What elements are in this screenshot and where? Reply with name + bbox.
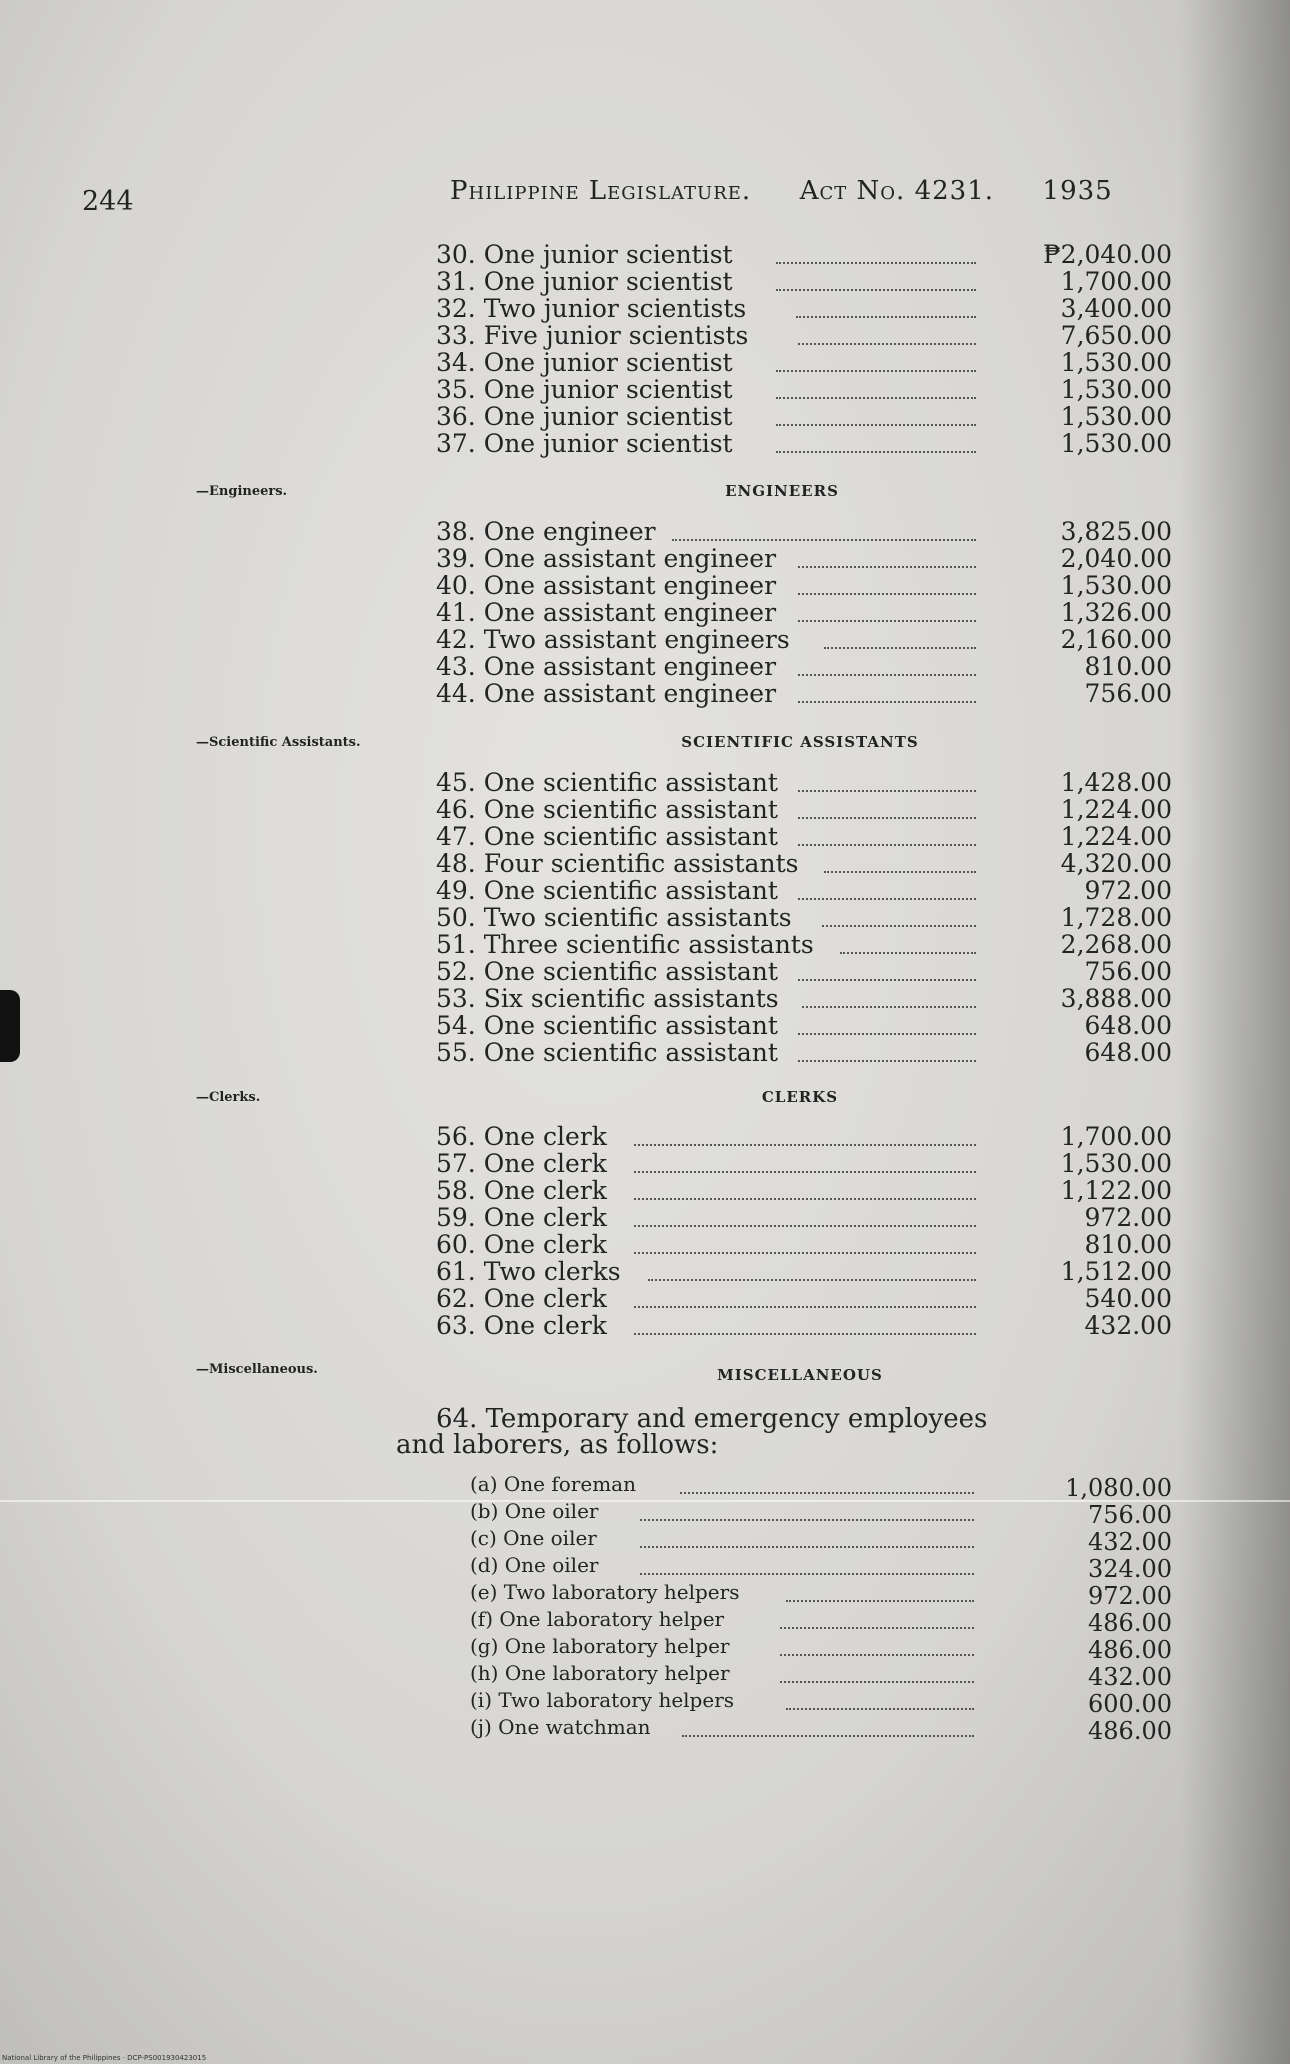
leader-dots [640, 1544, 974, 1548]
list-item [470, 1526, 1172, 1556]
intro-line-1: 64. Temporary and emergency employees [436, 1404, 988, 1434]
list-item [470, 1715, 1172, 1745]
list-item [470, 1580, 1172, 1610]
list-item [436, 768, 1172, 795]
page-number: 244 [82, 186, 134, 217]
item-amount: 1,512.00 [1060, 1257, 1172, 1286]
leader-dots [780, 1679, 974, 1683]
section-title-clerks: CLERKS [761, 1088, 839, 1106]
item-label: (c) One oiler [470, 1526, 597, 1550]
item-label: 49. One scientific assistant [436, 876, 778, 905]
list-item [436, 240, 1172, 267]
leader-dots [798, 815, 976, 819]
leader-dots [798, 842, 976, 846]
leader-dots [776, 422, 976, 426]
leader-dots [640, 1517, 974, 1521]
leader-dots [798, 977, 976, 981]
list-item [436, 1203, 1172, 1230]
item-amount: 756.00 [1084, 679, 1172, 708]
list-item [436, 679, 1172, 706]
list-item [436, 1038, 1172, 1065]
item-label: 42. Two assistant engineers [436, 625, 790, 654]
list-item [470, 1499, 1172, 1529]
item-amount: 756.00 [1088, 1501, 1172, 1529]
leader-dots [840, 950, 976, 954]
item-amount: 1,700.00 [1060, 267, 1172, 296]
item-amount: 1,530.00 [1060, 348, 1172, 377]
item-label: 32. Two junior scientists [436, 294, 747, 323]
leader-dots [798, 788, 976, 792]
list-item [436, 903, 1172, 930]
item-label: (e) Two laboratory helpers [470, 1580, 740, 1604]
leader-dots [776, 368, 976, 372]
item-amount: 1,530.00 [1060, 1149, 1172, 1178]
item-amount: 1,530.00 [1060, 375, 1172, 404]
leader-dots [824, 869, 976, 873]
list-item [436, 348, 1172, 375]
item-amount: 1,428.00 [1060, 768, 1172, 797]
list-item [436, 1257, 1172, 1284]
item-amount: 810.00 [1084, 652, 1172, 681]
section-title-miscellaneous: MISCELLANEOUS [717, 1366, 883, 1384]
item-amount: 1,224.00 [1060, 822, 1172, 851]
leader-dots [634, 1223, 976, 1227]
item-label: (h) One laboratory helper [470, 1661, 730, 1685]
item-amount: 1,326.00 [1060, 598, 1172, 627]
item-label: 51. Three scientific assistants [436, 930, 814, 959]
item-label: 40. One assistant engineer [436, 571, 777, 600]
leader-dots [798, 1058, 976, 1062]
list-item [436, 849, 1172, 876]
digitization-credit: National Library of the Philippines · DCP-PS001930423015 [2, 2054, 207, 2062]
list-item [470, 1607, 1172, 1637]
list-item [436, 544, 1172, 571]
item-label: 35. One junior scientist [436, 375, 733, 404]
list-item [470, 1553, 1172, 1583]
item-label: 36. One junior scientist [436, 402, 733, 431]
page-shadow [1180, 0, 1290, 2064]
leader-dots [798, 591, 976, 595]
item-amount: 1,080.00 [1065, 1474, 1172, 1502]
running-head-year: 1935 [1042, 176, 1113, 206]
margin-note-engineers: —Engineers. [196, 484, 288, 499]
leader-dots [796, 314, 976, 318]
intro-line-2: and laborers, as follows: [396, 1430, 719, 1460]
leader-dots [776, 449, 976, 453]
leader-dots [634, 1304, 976, 1308]
item-amount: 2,268.00 [1060, 930, 1172, 959]
leader-dots [798, 672, 976, 676]
item-label: (d) One oiler [470, 1553, 599, 1577]
leader-dots [634, 1331, 976, 1335]
item-amount: 432.00 [1088, 1663, 1172, 1691]
leader-dots [780, 1625, 974, 1629]
item-amount: 540.00 [1084, 1284, 1172, 1313]
item-label: 38. One engineer [436, 517, 656, 546]
leader-dots [798, 896, 976, 900]
leader-dots [776, 395, 976, 399]
item-amount: 1,530.00 [1060, 571, 1172, 600]
item-amount: 1,224.00 [1060, 795, 1172, 824]
item-amount: 324.00 [1088, 1555, 1172, 1583]
list-item [436, 957, 1172, 984]
leader-dots [634, 1169, 976, 1173]
item-label: (i) Two laboratory helpers [470, 1688, 735, 1712]
item-label: 43. One assistant engineer [436, 652, 777, 681]
item-label: 63. One clerk [436, 1311, 607, 1340]
list-item [436, 294, 1172, 321]
leader-dots [798, 699, 976, 703]
leader-dots [634, 1250, 976, 1254]
item-label: (f) One laboratory helper [470, 1607, 725, 1631]
item-label: 41. One assistant engineer [436, 598, 777, 627]
list-item [436, 1284, 1172, 1311]
item-label: (g) One laboratory helper [470, 1634, 730, 1658]
item-amount: 810.00 [1084, 1230, 1172, 1259]
leader-dots [648, 1277, 976, 1281]
list-item [436, 429, 1172, 456]
item-amount: 1,530.00 [1060, 402, 1172, 431]
list-item [436, 1149, 1172, 1176]
item-label: (j) One watchman [470, 1715, 651, 1739]
item-amount: 648.00 [1084, 1038, 1172, 1067]
leader-dots [798, 618, 976, 622]
list-item [470, 1472, 1172, 1502]
item-amount: 1,530.00 [1060, 429, 1172, 458]
leader-dots [776, 287, 976, 291]
leader-dots [776, 260, 976, 264]
item-amount: 3,888.00 [1060, 984, 1172, 1013]
item-label: 62. One clerk [436, 1284, 607, 1313]
list-item [436, 795, 1172, 822]
item-amount: 1,122.00 [1060, 1176, 1172, 1205]
item-label: 37. One junior scientist [436, 429, 733, 458]
item-amount: 1,728.00 [1060, 903, 1172, 932]
leader-dots [824, 645, 976, 649]
list-item [436, 822, 1172, 849]
item-label: 60. One clerk [436, 1230, 607, 1259]
item-amount: 432.00 [1084, 1311, 1172, 1340]
item-amount: 2,040.00 [1060, 544, 1172, 573]
running-head-legislature: Philippine Legislature. [450, 176, 752, 206]
item-label: 52. One scientific assistant [436, 957, 778, 986]
item-amount: 972.00 [1084, 1203, 1172, 1232]
item-label: 50. Two scientific assistants [436, 903, 792, 932]
list-item [436, 876, 1172, 903]
item-label: 31. One junior scientist [436, 267, 733, 296]
list-item [436, 598, 1172, 625]
list-item [470, 1661, 1172, 1691]
section-title-scientific-assistants: SCIENTIFIC ASSISTANTS [681, 733, 919, 751]
list-item [436, 930, 1172, 957]
item-label: 34. One junior scientist [436, 348, 733, 377]
list-item [436, 984, 1172, 1011]
leader-dots [634, 1196, 976, 1200]
miscellaneous-intro [396, 1406, 996, 1458]
item-amount: 3,825.00 [1060, 517, 1172, 546]
list-item [436, 1011, 1172, 1038]
list-item [436, 1122, 1172, 1149]
list-item [436, 321, 1172, 348]
list-item [470, 1688, 1172, 1718]
list-item [436, 375, 1172, 402]
leader-dots [786, 1706, 974, 1710]
item-label: 44. One assistant engineer [436, 679, 777, 708]
item-amount: 7,650.00 [1060, 321, 1172, 350]
item-label: (b) One oiler [470, 1499, 599, 1523]
leader-dots [640, 1571, 974, 1575]
leader-dots [798, 1031, 976, 1035]
item-amount: 972.00 [1084, 876, 1172, 905]
item-amount: 4,320.00 [1060, 849, 1172, 878]
item-label: 57. One clerk [436, 1149, 607, 1178]
list-item [436, 1311, 1172, 1338]
item-amount: 972.00 [1088, 1582, 1172, 1610]
item-amount: 648.00 [1084, 1011, 1172, 1040]
margin-note-miscellaneous: —Miscellaneous. [196, 1362, 318, 1377]
item-amount: 756.00 [1084, 957, 1172, 986]
item-label: 45. One scientific assistant [436, 768, 778, 797]
item-label: 59. One clerk [436, 1203, 607, 1232]
leader-dots [780, 1652, 974, 1656]
item-label: 30. One junior scientist [436, 240, 733, 269]
running-head-act: Act No. 4231. [799, 176, 995, 206]
leader-dots [822, 923, 976, 927]
item-amount: 3,400.00 [1060, 294, 1172, 323]
item-label: 56. One clerk [436, 1122, 607, 1151]
item-label: 39. One assistant engineer [436, 544, 777, 573]
item-label: 47. One scientific assistant [436, 822, 778, 851]
item-label: 48. Four scientific assistants [436, 849, 799, 878]
item-label: 54. One scientific assistant [436, 1011, 778, 1040]
margin-note-scientific-assistants: —Scientific Assistants. [196, 735, 361, 750]
leader-dots [682, 1733, 974, 1737]
item-amount: 486.00 [1088, 1609, 1172, 1637]
item-amount: 486.00 [1088, 1636, 1172, 1664]
item-amount: 600.00 [1088, 1690, 1172, 1718]
binding-mark [0, 990, 20, 1062]
leader-dots [802, 1004, 976, 1008]
item-amount: 2,160.00 [1060, 625, 1172, 654]
item-label: 33. Five junior scientists [436, 321, 749, 350]
item-label: 61. Two clerks [436, 1257, 621, 1286]
list-item [436, 625, 1172, 652]
list-item [436, 402, 1172, 429]
leader-dots [634, 1142, 976, 1146]
list-item [436, 267, 1172, 294]
item-label: 58. One clerk [436, 1176, 607, 1205]
item-label: 53. Six scientific assistants [436, 984, 779, 1013]
item-amount: 432.00 [1088, 1528, 1172, 1556]
item-amount: 1,700.00 [1060, 1122, 1172, 1151]
leader-dots [672, 537, 976, 541]
item-label: 55. One scientific assistant [436, 1038, 778, 1067]
leader-dots [798, 564, 976, 568]
list-item [470, 1634, 1172, 1664]
list-item [436, 1176, 1172, 1203]
section-title-engineers: ENGINEERS [725, 482, 839, 500]
item-amount: ₱2,040.00 [1043, 240, 1172, 269]
running-head [450, 176, 1113, 206]
list-item [436, 652, 1172, 679]
list-item [436, 571, 1172, 598]
leader-dots [798, 341, 976, 345]
leader-dots [680, 1490, 974, 1494]
item-amount: 486.00 [1088, 1717, 1172, 1745]
item-label: 46. One scientific assistant [436, 795, 778, 824]
list-item [436, 1230, 1172, 1257]
margin-note-clerks: —Clerks. [196, 1090, 261, 1105]
leader-dots [786, 1598, 974, 1602]
list-item [436, 517, 1172, 544]
item-label: (a) One foreman [470, 1472, 636, 1496]
